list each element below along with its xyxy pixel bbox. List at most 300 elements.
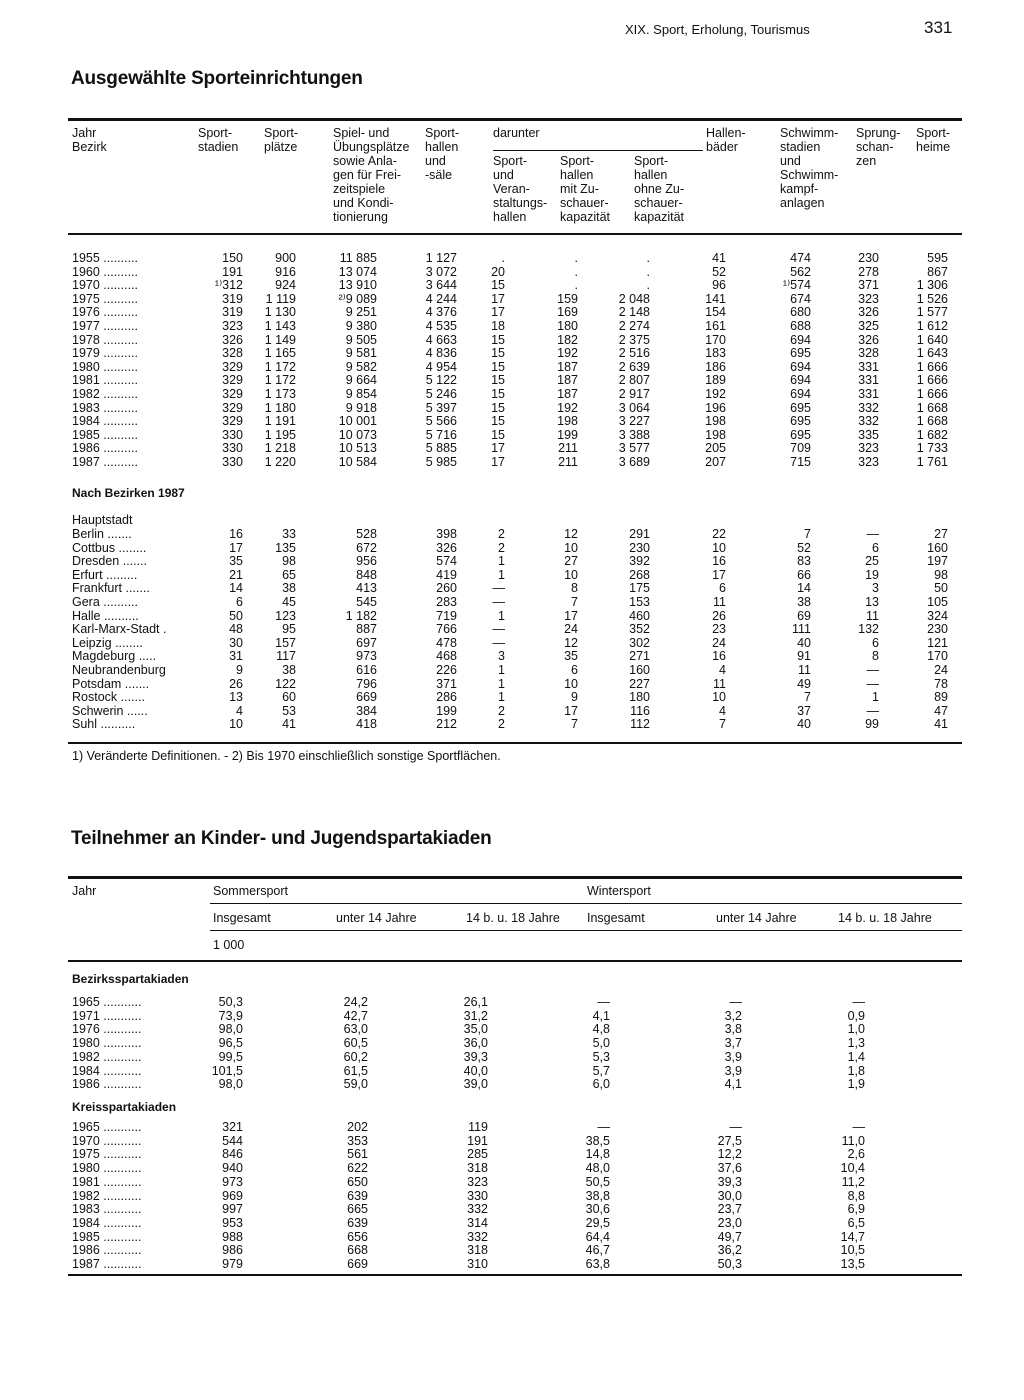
table-row: [72, 581, 962, 595]
table-cell: 332: [858, 400, 879, 415]
table-row: [72, 1216, 962, 1230]
table-row: [72, 690, 962, 704]
table-cell: 182: [557, 332, 578, 347]
table-cell: 528: [356, 527, 377, 541]
header-winter-insgesamt: Insgesamt: [587, 911, 645, 925]
table-cell: 26: [229, 676, 243, 691]
table-cell: 38: [282, 663, 296, 677]
table-cell: 545: [356, 595, 377, 609]
table-cell: 973: [356, 649, 377, 664]
table-cell: 271: [629, 649, 650, 664]
table-row: [72, 319, 962, 333]
table-cell: 198: [557, 414, 578, 429]
table-cell: 574: [436, 554, 457, 569]
table-row: [72, 1009, 962, 1023]
table-cell: 331: [858, 373, 879, 388]
table-cell: 1 682: [916, 427, 948, 442]
table-cell: 986: [222, 1243, 243, 1258]
table-cell: 29,5: [585, 1215, 610, 1230]
table-cell: 330: [222, 455, 243, 469]
table-cell: 101,5: [211, 1063, 243, 1078]
table-cell: 10: [712, 540, 726, 555]
table-row: [72, 1161, 962, 1175]
table-cell: 1 172: [264, 359, 296, 374]
table-row: [72, 387, 962, 401]
table-cell: 212: [436, 717, 457, 732]
table-cell: 192: [557, 346, 578, 361]
table-cell: 1 182: [345, 608, 377, 623]
table-cell: 10: [564, 676, 578, 691]
table-cell: 192: [557, 400, 578, 415]
table-cell: 48,0: [585, 1161, 610, 1176]
header-spielplaetze: Spiel- und Übungsplätze sowie Anla- gen für Frei- zeitspiele und Kondi- tionierung: [333, 126, 410, 224]
table-cell: 973: [222, 1174, 243, 1189]
table-cell: 5 985: [425, 455, 457, 469]
table-cell: 2: [498, 540, 505, 555]
table-row: [72, 1230, 962, 1244]
table-cell: 35: [229, 554, 243, 569]
table-row: [72, 622, 962, 636]
table-cell: 99: [865, 717, 879, 732]
table-cell: 230: [927, 622, 948, 637]
table-cell: ²⁾9 089: [338, 291, 377, 306]
table-cell: 15: [491, 332, 505, 347]
table-cell: 848: [356, 567, 377, 582]
table-row: [72, 649, 962, 663]
table-cell: 3: [498, 649, 505, 664]
table-cell: 639: [347, 1215, 368, 1230]
table-cell: 997: [222, 1202, 243, 1217]
table-cell: 3 064: [618, 400, 650, 415]
table-cell: 91: [797, 649, 811, 664]
table-cell: 154: [705, 305, 726, 320]
table-cell: 40: [797, 717, 811, 732]
table-cell: 9 380: [345, 319, 377, 333]
table-cell: 157: [275, 635, 296, 650]
table-cell: 31,2: [463, 1008, 488, 1023]
table-cell: 2 807: [618, 373, 650, 388]
table-row: [72, 704, 962, 718]
table-cell: 10: [229, 717, 243, 732]
header-hallen-ohne-zuschauer: Sport- hallen ohne Zu- schauer- kapazität: [634, 154, 685, 224]
table-cell: 1: [498, 608, 505, 623]
table-cell: 6: [719, 581, 726, 596]
table-row: [72, 305, 962, 319]
table-cell: 328: [222, 346, 243, 361]
table-row: [72, 1202, 962, 1216]
table-cell: 283: [436, 595, 457, 609]
table-cell: 328: [858, 346, 879, 361]
table-cell: 119: [468, 1120, 488, 1134]
table-cell: 916: [275, 264, 296, 279]
table-cell: 52: [797, 540, 811, 555]
table-cell: 1 143: [264, 319, 296, 333]
table-cell: 9 582: [345, 359, 377, 374]
table-cell: 1 733: [916, 441, 948, 456]
row-year: 1955 ..........: [72, 251, 139, 265]
table-cell: 1 172: [264, 373, 296, 388]
table-cell: 15: [491, 414, 505, 429]
table-cell: 940: [222, 1161, 243, 1176]
table-cell: 1 130: [264, 305, 296, 320]
table-cell: 24: [712, 635, 726, 650]
table-cell: 5 246: [425, 387, 457, 401]
table-cell: 170: [927, 649, 948, 664]
table-cell: 15: [491, 346, 505, 361]
table-cell: 719: [436, 608, 457, 623]
table-cell: 650: [347, 1174, 368, 1189]
table-cell: —: [492, 581, 505, 596]
row-year: 1970 ..........: [72, 278, 139, 293]
table-cell: 1 180: [264, 400, 296, 415]
table-cell: 17: [564, 608, 578, 623]
table-cell: 1 666: [916, 359, 948, 374]
table-cell: 325: [858, 319, 879, 333]
table-cell: 17: [491, 305, 505, 320]
table-cell: 4: [719, 663, 726, 677]
table-cell: 199: [436, 703, 457, 718]
row-year: 1986 ..........: [72, 441, 139, 456]
table-cell: 332: [858, 414, 879, 429]
table-cell: 1 306: [916, 278, 948, 293]
table-cell: 2,6: [847, 1147, 865, 1162]
table-cell: 10: [564, 567, 578, 582]
table-cell: 50: [934, 581, 948, 596]
table-cell: 60,2: [343, 1049, 368, 1064]
table-cell: 227: [629, 676, 650, 691]
table-cell: 766: [436, 622, 457, 637]
table-cell: —: [852, 1120, 865, 1134]
row-year: 1981 ..........: [72, 373, 139, 388]
table-cell: 1 149: [264, 332, 296, 347]
table-cell: 12,2: [717, 1147, 742, 1162]
table-cell: 13 910: [338, 278, 377, 293]
table1-top-rule: [68, 118, 962, 121]
table-cell: 13,5: [840, 1257, 865, 1271]
table-cell: 319: [222, 291, 243, 306]
table-cell: 669: [347, 1257, 368, 1271]
table-cell: —: [729, 995, 742, 1009]
row-year: 1984 ..........: [72, 414, 139, 429]
table-cell: —: [597, 995, 610, 1009]
header-sommer-14-18: 14 b. u. 18 Jahre: [466, 911, 560, 925]
row-year: 1981 ...........: [72, 1174, 142, 1189]
table-cell: 2: [498, 717, 505, 732]
table-row: [72, 609, 962, 623]
table-cell: 9 581: [345, 346, 377, 361]
row-district: Leipzig ........: [72, 635, 143, 650]
table-cell: 33: [282, 527, 296, 541]
table-cell: 175: [629, 581, 650, 596]
row-district: Gera ..........: [72, 595, 138, 609]
table1-bottom-rule: [68, 742, 962, 744]
table-cell: 7: [804, 527, 811, 541]
table-cell: 53: [282, 703, 296, 718]
table-cell: 326: [858, 332, 879, 347]
table2-bottom-rule: [68, 1274, 962, 1276]
table-cell: 3 577: [618, 441, 650, 456]
header-sportheime: Sport- heime: [916, 126, 951, 154]
table-cell: 17: [229, 540, 243, 555]
table-cell: 199: [557, 427, 578, 442]
table-row: [72, 663, 962, 677]
table-cell: 11,0: [841, 1133, 865, 1148]
table-cell: 302: [629, 635, 650, 650]
table-cell: 189: [705, 373, 726, 388]
row-year: 1987 ...........: [72, 1257, 142, 1271]
table-cell: 19: [865, 567, 879, 582]
table-cell: 207: [705, 455, 726, 469]
table-row: [72, 717, 962, 731]
table-cell: 191: [222, 264, 243, 279]
row-year: 1987 ..........: [72, 455, 139, 469]
table-cell: 329: [222, 373, 243, 388]
table-cell: 52: [712, 264, 726, 279]
table-cell: —: [597, 1120, 610, 1134]
table-cell: 15: [491, 278, 505, 293]
table-cell: 5 885: [425, 441, 457, 456]
table-cell: 50: [229, 608, 243, 623]
table-cell: 460: [629, 608, 650, 623]
table-cell: 694: [790, 332, 811, 347]
table-cell: 419: [436, 567, 457, 582]
table-cell: —: [492, 622, 505, 637]
table-row: [72, 1036, 962, 1050]
table-cell: 2 516: [618, 346, 650, 361]
table-cell: 9 664: [345, 373, 377, 388]
table-cell: 73,9: [218, 1008, 243, 1023]
table-cell: 36,2: [717, 1243, 742, 1258]
table-cell: 16: [229, 527, 243, 541]
header-hallen-mit-zuschauer: Sport- hallen mit Zu- schauer- kapazität: [560, 154, 611, 224]
table-cell: 310: [467, 1257, 488, 1271]
table-cell: 60,5: [343, 1036, 368, 1051]
table-cell: 11: [866, 608, 879, 623]
table-cell: 186: [705, 359, 726, 374]
table-cell: 230: [629, 540, 650, 555]
table-cell: 1 195: [264, 427, 296, 442]
table-cell: 1 612: [916, 319, 948, 333]
table-cell: 60: [282, 690, 296, 705]
table-cell: 14: [797, 581, 811, 596]
row-district: Dresden .......: [72, 554, 148, 569]
row-district: Magdeburg .....: [72, 649, 157, 664]
table-cell: 41: [712, 251, 726, 265]
header-sommersport: Sommersport: [213, 884, 289, 898]
table-cell: 867: [927, 264, 948, 279]
table-cell: 17: [564, 703, 578, 718]
table-cell: 17: [491, 291, 505, 306]
table-cell: 39,3: [463, 1049, 488, 1064]
table-cell: 3 388: [618, 427, 650, 442]
table-cell: 98: [282, 554, 296, 569]
table-cell: 197: [927, 554, 948, 569]
table-cell: 96,5: [218, 1036, 243, 1051]
table-cell: 25: [865, 554, 879, 569]
table-cell: 17: [491, 455, 505, 469]
table-cell: 13: [229, 690, 243, 705]
table-cell: 83: [797, 554, 811, 569]
table-row: [72, 554, 962, 568]
table-row: [72, 373, 962, 387]
table-cell: 639: [347, 1188, 368, 1203]
table-cell: 680: [790, 305, 811, 320]
table-cell: 3 644: [425, 278, 457, 293]
table-cell: 2 148: [618, 305, 650, 320]
table-cell: 329: [222, 359, 243, 374]
table-row: [72, 1120, 962, 1134]
table-cell: 4,8: [592, 1022, 610, 1037]
table-cell: 4,1: [592, 1008, 610, 1023]
table-cell: 4 836: [425, 346, 457, 361]
row-district: Suhl ..........: [72, 717, 136, 732]
table-cell: 230: [858, 251, 879, 265]
table2-subheader-rule: [210, 903, 962, 904]
table-cell: 50,5: [585, 1174, 610, 1189]
table-cell: 3 227: [618, 414, 650, 429]
table-cell: 697: [356, 635, 377, 650]
table-cell: 956: [356, 554, 377, 569]
table-row: [72, 1050, 962, 1064]
table-cell: 10,4: [840, 1161, 865, 1176]
table-cell: 1 577: [916, 305, 948, 320]
table-cell: 30: [229, 635, 243, 650]
table-cell: 18: [491, 319, 505, 333]
table-cell: 544: [222, 1133, 243, 1148]
table-cell: .: [646, 251, 650, 265]
row-year: 1975 ...........: [72, 1147, 142, 1162]
table-cell: 42,7: [343, 1008, 368, 1023]
table-cell: —: [729, 1120, 742, 1134]
row-district: Potsdam .......: [72, 676, 150, 691]
table-cell: 40,0: [463, 1063, 488, 1078]
table-cell: 796: [356, 676, 377, 691]
row-year: 1983 ..........: [72, 400, 139, 415]
table-cell: 26: [712, 608, 726, 623]
table-cell: 40: [797, 635, 811, 650]
table-row: [72, 1243, 962, 1257]
table-cell: 329: [222, 400, 243, 415]
table-cell: 202: [347, 1120, 368, 1134]
table-cell: 2 639: [618, 359, 650, 374]
row-year: 1975 ..........: [72, 291, 139, 306]
row-year: 1982 ...........: [72, 1049, 142, 1064]
table-cell: 69: [797, 608, 811, 623]
table1-footnote: 1) Veränderte Definitionen. - 2) Bis 1970 einschließlich sonstige Sportflächen.: [72, 749, 501, 763]
table-cell: 9 854: [345, 387, 377, 401]
row-year: 1976 ..........: [72, 305, 139, 320]
table-cell: ¹⁾574: [782, 278, 811, 293]
table-cell: 319: [222, 305, 243, 320]
table-cell: 187: [557, 359, 578, 374]
table-cell: 5,3: [592, 1049, 610, 1064]
table-cell: 36,0: [463, 1036, 488, 1051]
table-cell: 116: [630, 703, 650, 718]
table-cell: 14,8: [585, 1147, 610, 1162]
table-cell: 15: [491, 427, 505, 442]
table-cell: 323: [858, 291, 879, 306]
darunter-rule: [493, 150, 703, 151]
table-cell: 196: [705, 400, 726, 415]
table-cell: 1: [872, 690, 879, 705]
table-cell: 1 165: [264, 346, 296, 361]
table-cell: 329: [222, 414, 243, 429]
table-cell: 4,1: [724, 1077, 742, 1092]
table-cell: 1: [498, 690, 505, 705]
table-cell: 3 072: [425, 264, 457, 279]
table-cell: 330: [222, 427, 243, 442]
table-cell: 260: [436, 581, 457, 596]
table-cell: 96: [712, 278, 726, 293]
table-cell: .: [646, 264, 650, 279]
table-cell: 117: [276, 649, 296, 664]
table-row: [72, 441, 962, 455]
table-cell: 321: [222, 1120, 243, 1134]
table-row: [72, 527, 962, 541]
header-hallenbaeder: Hallen- bäder: [706, 126, 746, 154]
table-cell: 11: [713, 676, 726, 691]
header-sportstadien: Sport- stadien: [198, 126, 239, 154]
table-cell: 900: [275, 251, 296, 265]
table-cell: 49,7: [717, 1229, 742, 1244]
row-year: 1980 ...........: [72, 1161, 142, 1176]
row-district: Neubrandenburg: [72, 663, 166, 677]
table-cell: 6: [571, 663, 578, 677]
table-cell: 15: [491, 400, 505, 415]
table-cell: 161: [705, 319, 726, 333]
table-cell: 1 640: [916, 332, 948, 347]
table-cell: 371: [858, 278, 879, 293]
table-cell: 474: [790, 251, 811, 265]
table-cell: 1 761: [916, 455, 948, 469]
table-cell: 2 375: [618, 332, 650, 347]
table-cell: ¹⁾312: [214, 278, 243, 293]
table2-header-rule: [68, 960, 962, 962]
row-year: 1984 ...........: [72, 1215, 142, 1230]
table-cell: 392: [629, 554, 650, 569]
header-unit: 1 000: [213, 938, 245, 952]
row-district: Berlin .......: [72, 527, 132, 541]
row-year: 1976 ...........: [72, 1022, 142, 1037]
table-cell: 6: [872, 540, 879, 555]
table-cell: 61,5: [343, 1063, 368, 1078]
table-row: [72, 1189, 962, 1203]
table-row: [72, 1175, 962, 1189]
table-cell: 38,8: [585, 1188, 610, 1203]
table-cell: —: [866, 527, 879, 541]
table-cell: 332: [467, 1202, 488, 1217]
table1-title: Ausgewählte Sporteinrichtungen: [71, 68, 363, 89]
table-cell: 595: [927, 251, 948, 265]
table-cell: 1,4: [847, 1049, 865, 1064]
table-cell: 160: [629, 663, 650, 677]
table-cell: 694: [790, 359, 811, 374]
table-cell: 30,0: [717, 1188, 742, 1203]
table-cell: 6,9: [847, 1202, 865, 1217]
table-cell: 323: [858, 441, 879, 456]
table-cell: 187: [557, 373, 578, 388]
table-row: [72, 292, 962, 306]
table-cell: 16: [712, 649, 726, 664]
table-cell: 715: [790, 455, 811, 469]
table-cell: 2 274: [618, 319, 650, 333]
table-cell: 1 666: [916, 373, 948, 388]
table-cell: 695: [790, 427, 811, 442]
table-cell: .: [574, 278, 578, 293]
row-year: 1979 ..........: [72, 346, 139, 361]
table-cell: 384: [356, 703, 377, 718]
table-cell: 674: [790, 291, 811, 306]
